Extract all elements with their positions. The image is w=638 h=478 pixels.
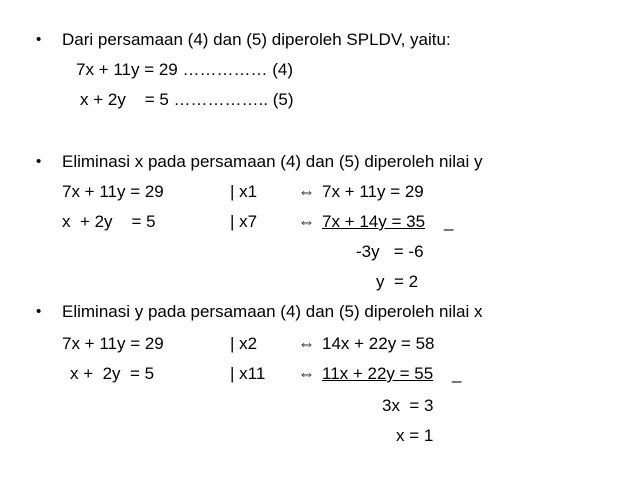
- section2-row2-result: 7x + 14y = 35: [322, 212, 426, 231]
- section3-subtraction-mark: _: [452, 364, 462, 383]
- equation-4: 7x + 11y = 29 …………… (4): [76, 60, 293, 79]
- section2-difference: -3y = -6: [356, 242, 424, 261]
- section2-row1-equivalence-icon: ⇔: [298, 182, 315, 201]
- section2-row1-equation: 7x + 11y = 29: [62, 182, 164, 201]
- section2-row2-multiplier: | x7: [230, 212, 258, 231]
- section2-row1-multiplier: | x1: [230, 182, 258, 201]
- section2-row2-equivalence-icon: ⇔: [298, 212, 315, 231]
- section2-heading: Eliminasi x pada persamaan (4) dan (5) diperoleh nilai y: [62, 152, 483, 171]
- section3-difference: 3x = 3: [382, 396, 434, 415]
- section3-row2-equation: x + 2y = 5: [70, 364, 155, 383]
- section2-answer: y = 2: [376, 272, 419, 291]
- equation-5: x + 2y = 5 …………….. (5): [80, 90, 294, 109]
- section3-answer: x = 1: [396, 426, 434, 445]
- section3-row2-multiplier: | x11: [230, 364, 266, 383]
- section3-row2-result: 11x + 22y = 55: [322, 364, 434, 383]
- bullet-3: •: [36, 303, 42, 320]
- section3-row1-multiplier: | x2: [230, 334, 258, 353]
- bullet-2: •: [36, 153, 42, 170]
- section2-row1-result: 7x + 11y = 29: [322, 182, 424, 201]
- section1-heading: Dari persamaan (4) dan (5) diperoleh SPLDV, yaitu:: [62, 30, 451, 49]
- section3-row1-equation: 7x + 11y = 29: [62, 334, 164, 353]
- section3-heading: Eliminasi y pada persamaan (4) dan (5) diperoleh nilai x: [62, 302, 483, 321]
- section3-row1-equivalence-icon: ⇔: [298, 334, 315, 353]
- section3-row2-equivalence-icon: ⇔: [298, 364, 315, 383]
- bullet-1: •: [36, 31, 42, 48]
- section2-row2-equation: x + 2y = 5: [62, 212, 156, 231]
- section2-subtraction-mark: _: [444, 212, 454, 231]
- section3-row1-result: 14x + 22y = 58: [322, 334, 435, 353]
